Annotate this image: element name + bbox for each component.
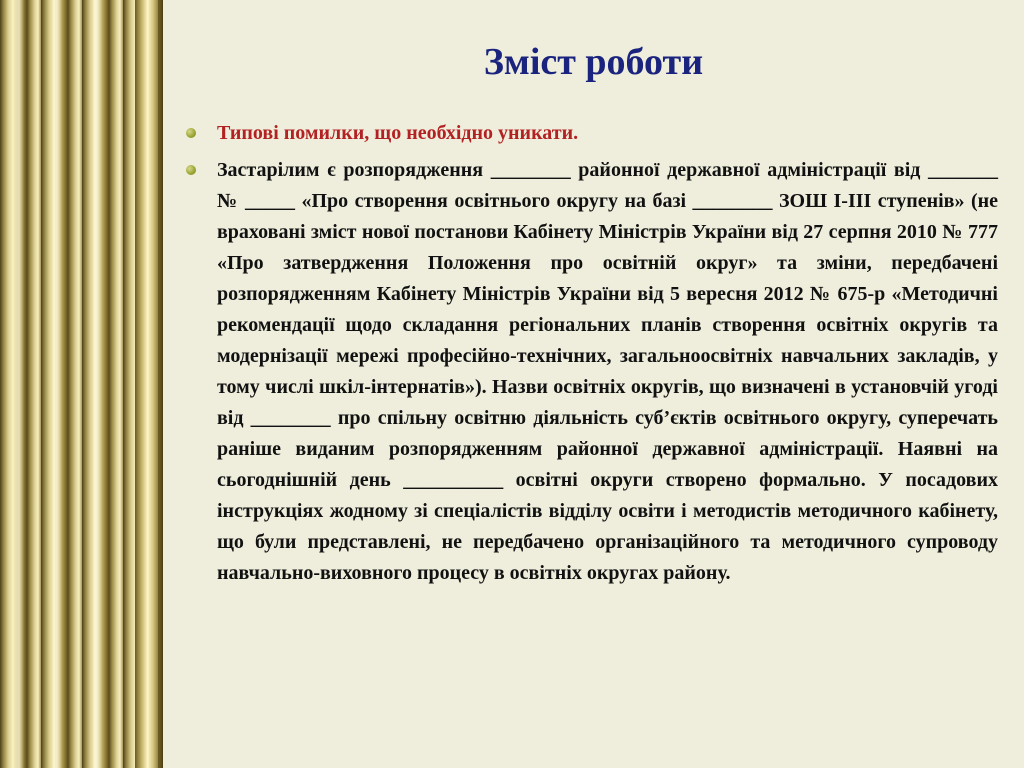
bullet-item-description bbox=[186, 155, 998, 589]
bullet-text-heading: Типові помилки, що необхідно уникати. bbox=[217, 122, 579, 144]
curtain-highlight bbox=[92, 0, 102, 768]
decorative-gold-curtain bbox=[0, 0, 163, 768]
slide-body bbox=[186, 118, 998, 595]
olive-bullet-icon bbox=[186, 128, 196, 138]
olive-bullet-icon bbox=[186, 165, 196, 175]
slide-title: Зміст роботи bbox=[483, 41, 704, 83]
curtain-shadow bbox=[158, 0, 163, 768]
bullet-item-mistakes bbox=[186, 118, 998, 149]
bullet-text-paragraph: Застарілим є розпорядження ________ районної державної адміністрації від _______ № _____ «Про створення освітнього округу на базі ________ ЗОШ І-ІІІ ступенів» (не враховані зміст нової постанови Кабінету Міністрів України від 27 серпня 2010 № 777 «Про затвердження Положення про освітній округ» та зміни, передбачені розпорядженням Кабінету Міністрів України від 5 вересня 2012 № 675-р «Методичні рекомендації щодо складання регіональних планів створення освітніх округів та модернізації мережі професійно-технічних, загальноосвітніх навчальних закладів, у тому числі шкіл-інтернатів»). Назви освітніх округів, що визначені в установчій угоді від ________ про спільну освітню діяльність суб’єктів освітнього округу, суперечать раніше виданим розпорядженням районної державної адміністрації. Наявні на сьогоднішній день __________ освітні округи створено формально. У посадових інструкціях жодному зі спеціалістів відділу освіти і методистів методичного кабінету, що були представлені, не передбачено організаційного та методичного супроводу навчально-виховного процесу в освітніх округах району. bbox=[217, 159, 998, 584]
curtain-highlight bbox=[14, 0, 24, 768]
curtain-highlight bbox=[52, 0, 62, 768]
